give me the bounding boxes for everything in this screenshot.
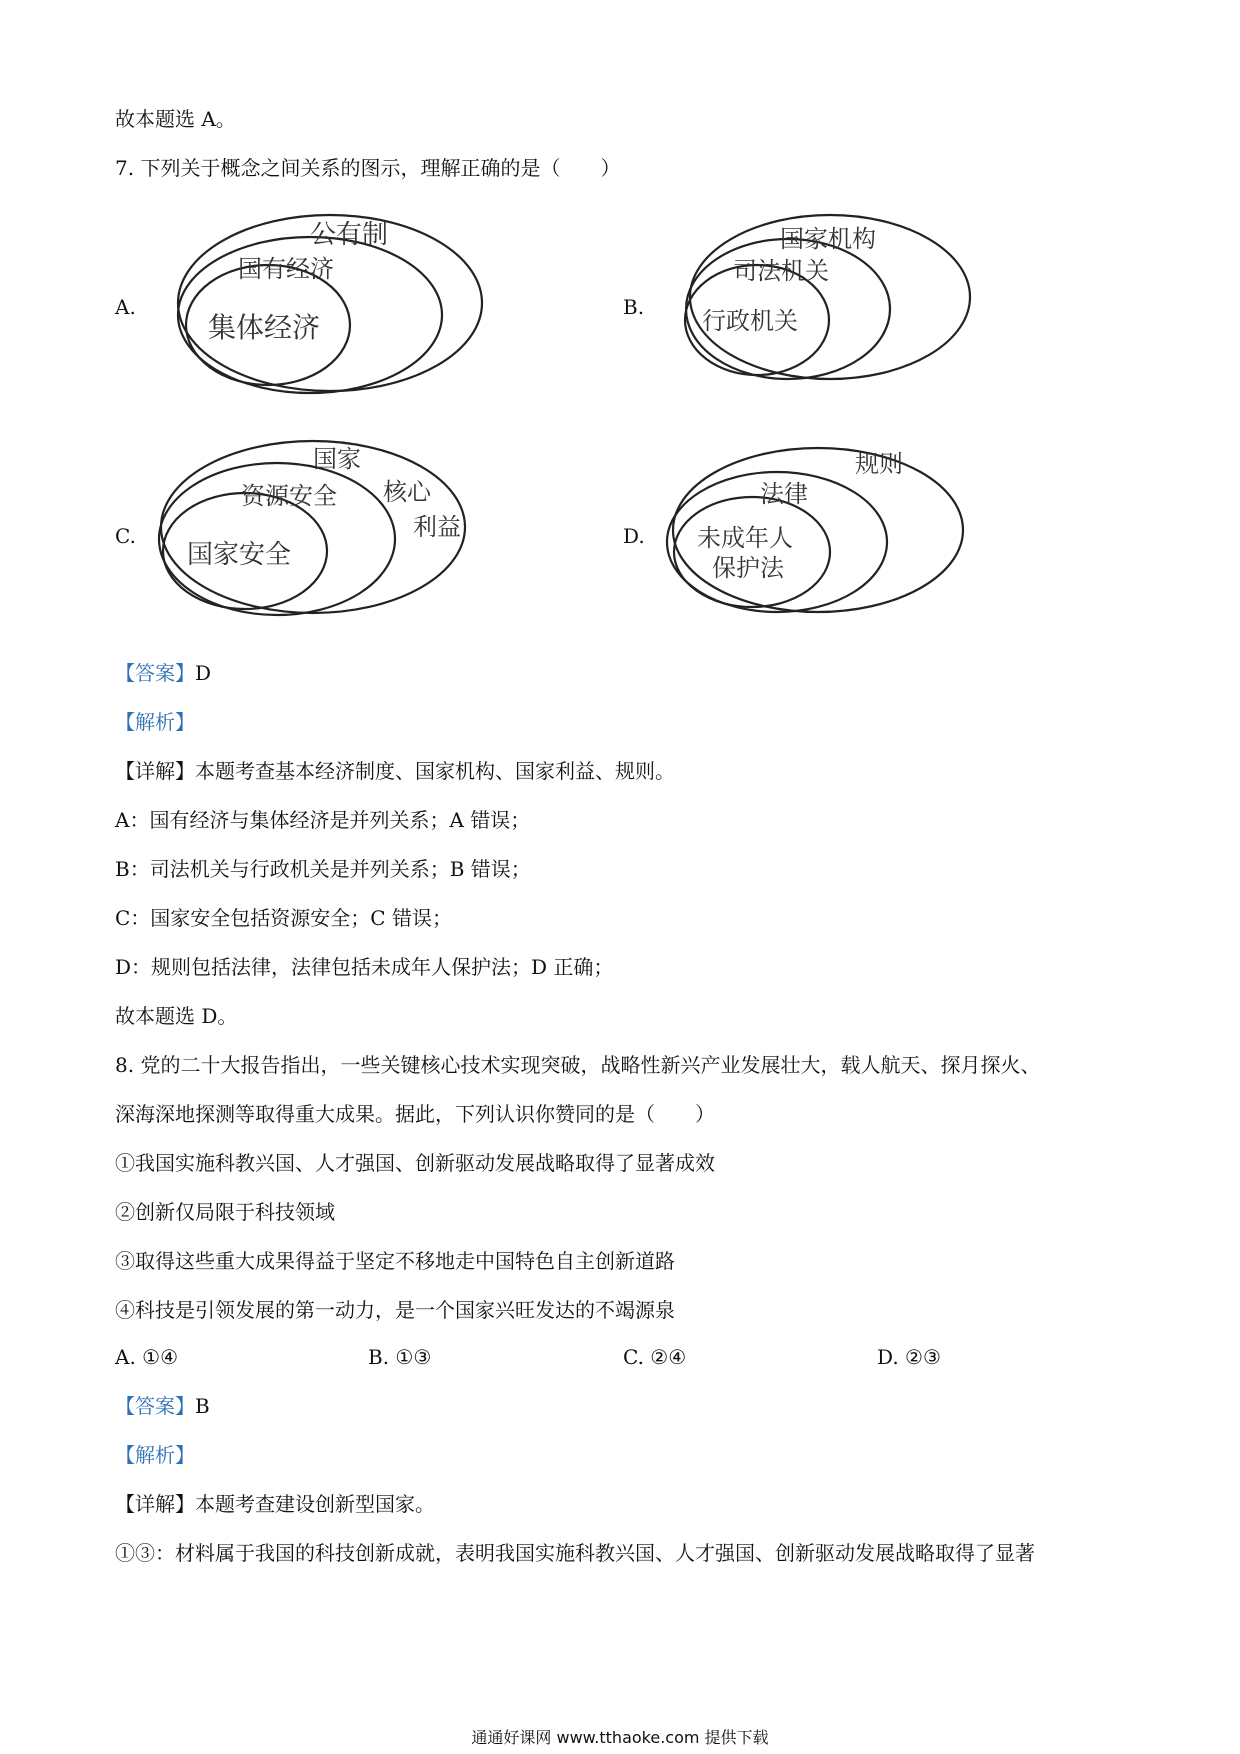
q8-choices [115,1345,1165,1369]
q8-choice-b: B. ①③ [368,1345,432,1369]
venn-b-outer-label: 国家机构 [780,225,876,253]
q7-analysis-tag: 【解析】 [115,710,195,734]
q8-statement-2: ②创新仅局限于科技领域 [115,1200,335,1224]
venn-diagram-c [145,435,495,635]
venn-c-outer-label-3: 利益 [413,513,461,541]
q7-detail-text: 本题考查基本经济制度、国家机构、国家利益、规则。 [195,759,675,783]
q8-stem-line-2: 深海深地探测等取得重大成果。据此，下列认识你赞同的是（ ） [115,1102,715,1126]
q8-detail-text: 本题考查建设创新型国家。 [195,1492,435,1516]
q7-answer-value: D [195,661,212,685]
q7-analysis-line-d: D：规则包括法律，法律包括未成年人保护法；D 正确； [115,955,614,979]
venn-d-middle-label: 法律 [760,480,808,508]
q8-choice-a: A. ①④ [115,1345,179,1369]
q7-answer [115,661,211,685]
q8-analysis-last-line: ①③：材料属于我国的科技创新成就，表明我国实施科教兴国、人才强国、创新驱动发展战略取得了显著 [115,1541,1035,1565]
venn-b-inner-label: 行政机关 [702,307,798,335]
q8-statement-3: ③取得这些重大成果得益于坚定不移地走中国特色自主创新道路 [115,1249,675,1273]
prev-conclusion: 故本题选 A。 [115,107,236,131]
q8-statement-4: ④科技是引领发展的第一动力，是一个国家兴旺发达的不竭源泉 [115,1298,675,1322]
q7-stem: 7. 下列关于概念之间关系的图示，理解正确的是（ ） [115,156,621,180]
q8-detail-tag: 【详解】 [115,1492,195,1516]
venn-b-middle-label: 司法机关 [733,257,829,285]
venn-diagram-d [655,440,975,640]
q7-analysis-line-a: A：国有经济与集体经济是并列关系；A 错误； [115,808,531,832]
q7-detail-tag: 【详解】 [115,759,195,783]
page-footer: 通通好课网 www.tthaoke.com 提供下载 [471,1728,769,1747]
q8-answer [115,1394,210,1418]
q8-choice-c: C. ②④ [623,1345,687,1369]
q8-detail [115,1492,435,1516]
venn-c-outer-label-2: 核心 [383,478,431,506]
q8-statement-1: ①我国实施科教兴国、人才强国、创新驱动发展战略取得了显著成效 [115,1151,715,1175]
venn-d-inner-label-1: 未成年人 [697,524,793,552]
venn-diagram-b [665,205,985,405]
venn-diagram-a [160,205,500,405]
q7-detail [115,759,675,783]
q8-choice-d: D. ②③ [877,1345,941,1369]
q7-answer-tag: 【答案】 [115,661,195,685]
venn-c-outer-label-1: 国家 [313,445,361,473]
venn-a-inner-label: 集体经济 [208,311,321,344]
venn-d-outer-label: 规则 [855,450,903,478]
q7-analysis-line-b: B：司法机关与行政机关是并列关系；B 错误； [115,857,531,881]
venn-a-middle-label: 国有经济 [238,255,334,283]
venn-c-inner-label: 国家安全 [187,540,292,570]
q8-analysis-tag: 【解析】 [115,1443,195,1467]
q7-option-a-letter: A. [115,295,136,319]
venn-d-inner-ring [674,497,830,607]
q8-answer-value: B [195,1394,210,1418]
q8-answer-tag: 【答案】 [115,1394,195,1418]
venn-c-middle-label: 资源安全 [241,482,337,510]
venn-d-inner-label-2: 保护法 [712,554,784,582]
q7-option-c-letter: C. [115,524,136,548]
q7-analysis-line-c: C：国家安全包括资源安全；C 错误； [115,906,452,930]
q7-option-d-letter: D. [623,524,645,548]
q8-stem-line-1: 8. 党的二十大报告指出，一些关键核心技术实现突破，战略性新兴产业发展壮大，载人航天、探月探火、 [115,1053,1041,1077]
q7-option-b-letter: B. [623,295,645,319]
venn-a-outer-label: 公有制 [310,220,389,250]
q7-conclusion: 故本题选 D。 [115,1004,238,1028]
